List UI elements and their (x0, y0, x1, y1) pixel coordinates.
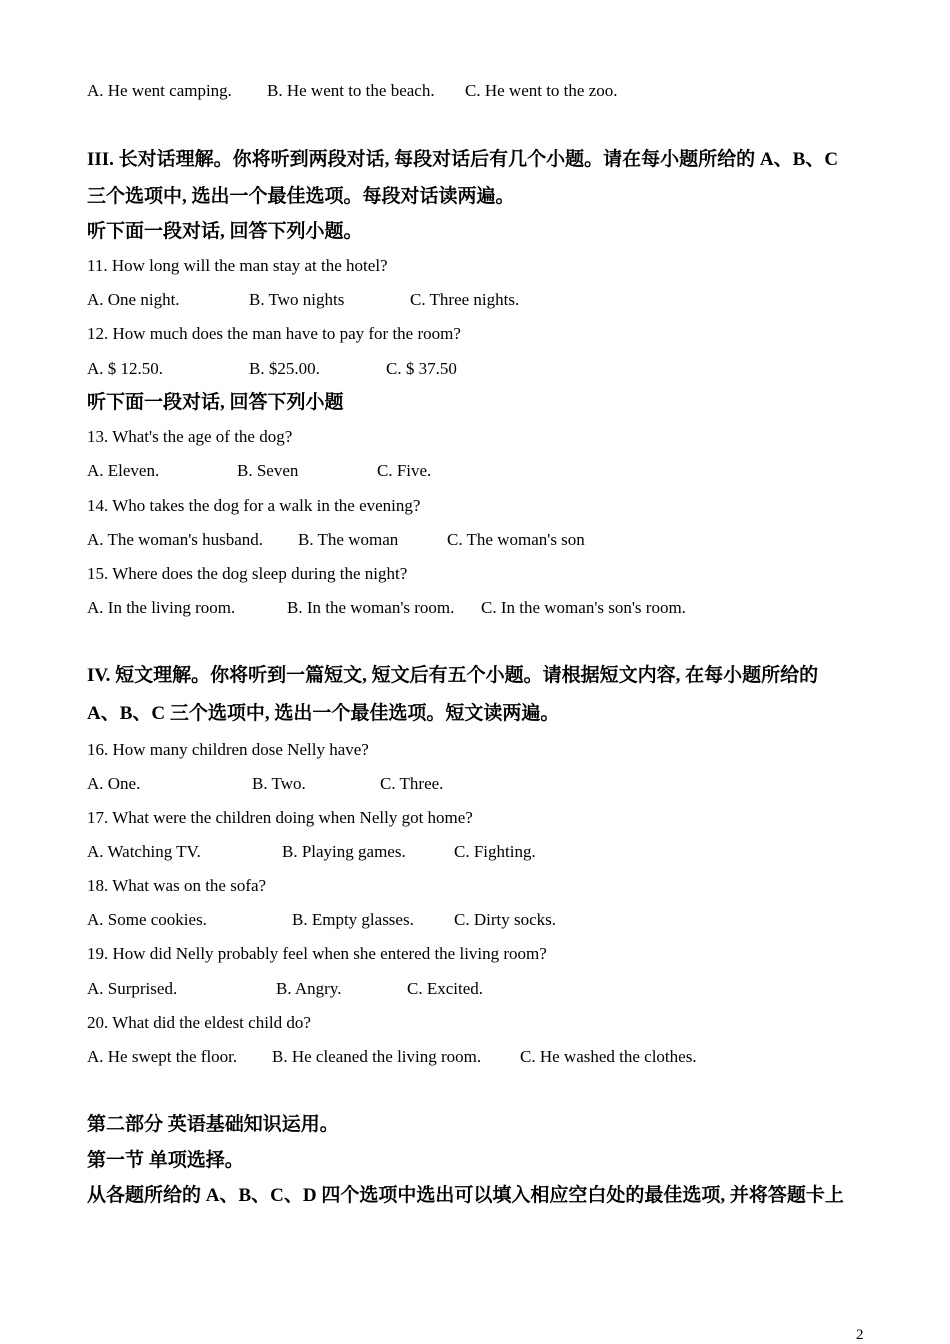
section4-heading-line1: IV. 短文理解。你将听到一篇短文, 短文后有五个小题。请根据短文内容, 在每小题所给的 (87, 665, 819, 686)
part2-instruction: 从各题所给的 A、B、C、D 四个选项中选出可以填入相应空白处的最佳选项, 并将答题卡上 (87, 1185, 844, 1206)
page-number: 2 (856, 1327, 864, 1343)
q10-option-c: C. He went to the zoo. (465, 81, 618, 100)
question-14: 14. Who takes the dog for a walk in the evening? (87, 496, 421, 515)
q11-option-b: B. Two nights (249, 290, 345, 309)
section3-heading-line1: III. 长对话理解。你将听到两段对话, 每段对话后有几个小题。请在每小题所给的 A、B、C (87, 149, 839, 170)
q12-option-a: A. $ 12.50. (87, 359, 164, 378)
q11-option-a: A. One night. (87, 290, 180, 309)
q15-option-c: C. In the woman's son's room. (481, 598, 686, 617)
dialog1-intro: 听下面一段对话, 回答下列小题。 (87, 221, 363, 242)
q12-option-b: B. $25.00. (249, 359, 320, 378)
q14-option-c: C. The woman's son (447, 530, 585, 549)
q20-option-c: C. He washed the clothes. (520, 1047, 697, 1066)
question-17: 17. What were the children doing when Nelly got home? (87, 808, 473, 827)
q13-option-a: A. Eleven. (87, 461, 160, 480)
question-15: 15. Where does the dog sleep during the night? (87, 564, 408, 583)
question-18: 18. What was on the sofa? (87, 876, 267, 895)
q15-option-a: A. In the living room. (87, 598, 236, 617)
section4-heading-line2: A、B、C 三个选项中, 选出一个最佳选项。短文读两遍。 (87, 703, 560, 724)
section1-title: 第一节 单项选择。 (87, 1150, 244, 1171)
question-12: 12. How much does the man have to pay for the room? (87, 324, 461, 343)
q17-option-c: C. Fighting. (454, 842, 536, 861)
question-11: 11. How long will the man stay at the hotel? (87, 256, 388, 275)
q17-option-a: A. Watching TV. (87, 842, 201, 861)
q18-option-b: B. Empty glasses. (292, 910, 414, 929)
q15-option-b: B. In the woman's room. (287, 598, 455, 617)
q16-option-c: C. Three. (380, 774, 444, 793)
q18-option-a: A. Some cookies. (87, 910, 207, 929)
q14-option-b: B. The woman (298, 530, 399, 549)
q19-option-c: C. Excited. (407, 979, 484, 998)
part2-title: 第二部分 英语基础知识运用。 (87, 1114, 339, 1135)
q20-option-a: A. He swept the floor. (87, 1047, 238, 1066)
q17-option-b: B. Playing games. (282, 842, 406, 861)
dialog2-intro: 听下面一段对话, 回答下列小题 (87, 392, 344, 413)
q16-option-a: A. One. (87, 774, 141, 793)
q19-option-b: B. Angry. (276, 979, 342, 998)
q10-option-b: B. He went to the beach. (267, 81, 435, 100)
q20-option-b: B. He cleaned the living room. (272, 1047, 482, 1066)
q13-option-b: B. Seven (237, 461, 299, 480)
section3-heading-line2: 三个选项中, 选出一个最佳选项。每段对话读两遍。 (87, 186, 515, 207)
q18-option-c: C. Dirty socks. (454, 910, 556, 929)
q12-option-c: C. $ 37.50 (386, 359, 457, 378)
q14-option-a: A. The woman's husband. (87, 530, 264, 549)
q11-option-c: C. Three nights. (410, 290, 520, 309)
q16-option-b: B. Two. (252, 774, 306, 793)
q19-option-a: A. Surprised. (87, 979, 178, 998)
q10-option-a: A. He went camping. (87, 81, 232, 100)
q13-option-c: C. Five. (377, 461, 432, 480)
question-13: 13. What's the age of the dog? (87, 427, 293, 446)
question-20: 20. What did the eldest child do? (87, 1013, 311, 1032)
question-16: 16. How many children dose Nelly have? (87, 740, 369, 759)
question-19: 19. How did Nelly probably feel when she entered the living room? (87, 944, 547, 963)
